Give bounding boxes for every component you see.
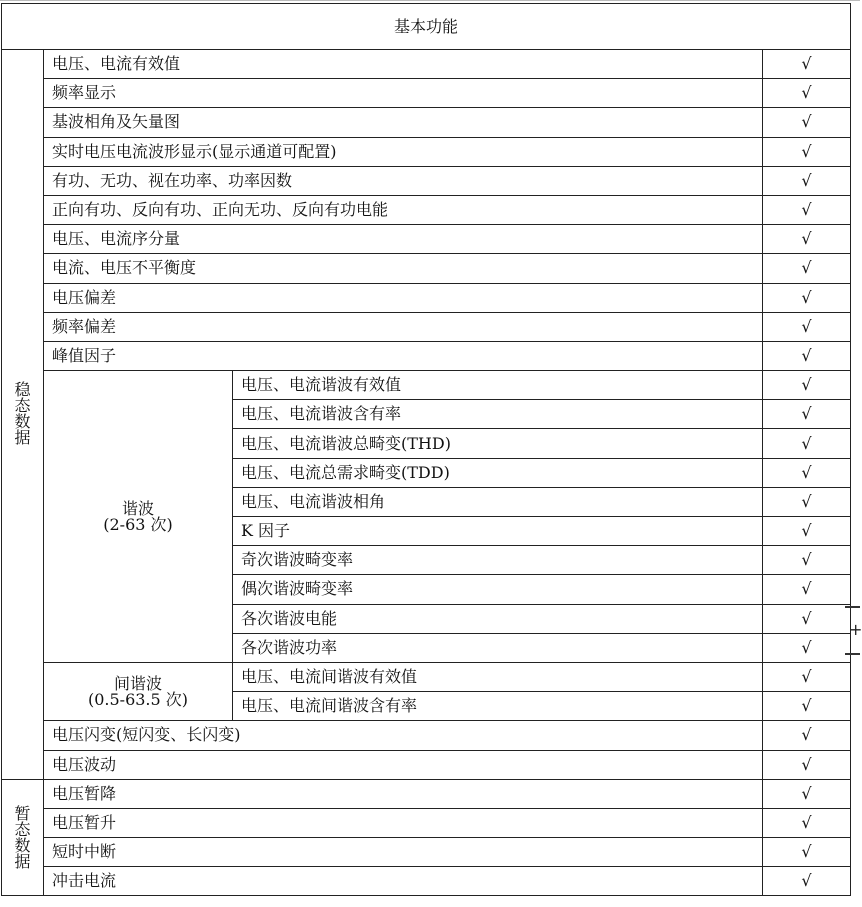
check-mark: √ bbox=[763, 137, 851, 166]
group-label-char: 据 bbox=[14, 428, 31, 448]
harmonic-item: 电压、电流谐波总畸变(THD) bbox=[233, 429, 763, 458]
function-item: 电流、电压不平衡度 bbox=[44, 254, 763, 283]
table-row bbox=[2, 838, 851, 867]
table-row bbox=[2, 662, 851, 691]
function-item: 电压、电流序分量 bbox=[44, 225, 763, 254]
group-label-char: 数 bbox=[14, 835, 31, 855]
function-item: 电压闪变(短闪变、长闪变) bbox=[44, 721, 763, 750]
check-mark: √ bbox=[763, 400, 851, 429]
function-item: 峰值因子 bbox=[44, 341, 763, 370]
check-mark: √ bbox=[763, 254, 851, 283]
check-mark: √ bbox=[763, 721, 851, 750]
table-row bbox=[2, 867, 851, 896]
group-label-char: 数 bbox=[14, 412, 31, 432]
table-row bbox=[2, 283, 851, 312]
function-item: 冲击电流 bbox=[44, 867, 763, 896]
subgroup-range: (0.5-63.5 次) bbox=[87, 689, 189, 709]
interharmonic-item: 电压、电流间谐波含有率 bbox=[233, 692, 763, 721]
check-mark: √ bbox=[763, 808, 851, 837]
table-row bbox=[2, 254, 851, 283]
check-mark: √ bbox=[763, 838, 851, 867]
harmonic-item: 各次谐波电能 bbox=[233, 604, 763, 633]
table-row bbox=[2, 341, 851, 370]
subgroup-label: 间谐波 bbox=[113, 673, 162, 693]
function-item: 有功、无功、视在功率、功率因数 bbox=[44, 166, 763, 195]
check-mark: √ bbox=[763, 225, 851, 254]
check-mark: √ bbox=[763, 108, 851, 137]
subgroup-harmonics bbox=[44, 371, 233, 663]
function-item: 频率偏差 bbox=[44, 312, 763, 341]
check-mark: √ bbox=[763, 341, 851, 370]
table-row bbox=[2, 750, 851, 779]
check-mark: √ bbox=[763, 458, 851, 487]
function-item: 基波相角及矢量图 bbox=[44, 108, 763, 137]
function-item: 短时中断 bbox=[44, 838, 763, 867]
interharmonic-item: 电压、电流间谐波有效值 bbox=[233, 662, 763, 691]
check-mark: √ bbox=[763, 750, 851, 779]
table-row bbox=[2, 137, 851, 166]
harmonic-item: 偶次谐波畸变率 bbox=[233, 575, 763, 604]
function-item: 实时电压电流波形显示(显示通道可配置) bbox=[44, 137, 763, 166]
harmonic-item: 奇次谐波畸变率 bbox=[233, 546, 763, 575]
harmonic-item: 电压、电流总需求畸变(TDD) bbox=[233, 458, 763, 487]
side-plus-mark: + bbox=[849, 620, 862, 639]
function-item: 正向有功、反向有功、正向无功、反向有功电能 bbox=[44, 195, 763, 224]
table-row bbox=[2, 225, 851, 254]
harmonic-item: 电压、电流谐波含有率 bbox=[233, 400, 763, 429]
table-row bbox=[2, 779, 851, 808]
check-mark: √ bbox=[763, 604, 851, 633]
table-row bbox=[2, 195, 851, 224]
function-item: 频率显示 bbox=[44, 79, 763, 108]
function-item: 电压波动 bbox=[44, 750, 763, 779]
check-mark: √ bbox=[763, 867, 851, 896]
group-label-transient bbox=[2, 779, 44, 896]
subgroup-interharmonics bbox=[44, 662, 233, 720]
harmonic-item: 电压、电流谐波相角 bbox=[233, 487, 763, 516]
check-mark: √ bbox=[763, 575, 851, 604]
check-mark: √ bbox=[763, 692, 851, 721]
header-row bbox=[2, 4, 851, 50]
function-table-body bbox=[2, 4, 851, 896]
group-label-steady bbox=[2, 50, 44, 780]
table-row bbox=[2, 312, 851, 341]
function-table bbox=[1, 3, 851, 896]
check-mark: √ bbox=[763, 633, 851, 662]
check-mark: √ bbox=[763, 546, 851, 575]
check-mark: √ bbox=[763, 429, 851, 458]
harmonic-item: 电压、电流谐波有效值 bbox=[233, 371, 763, 400]
table-row bbox=[2, 166, 851, 195]
check-mark: √ bbox=[763, 517, 851, 546]
group-label-char: 态 bbox=[14, 819, 31, 839]
table-row bbox=[2, 50, 851, 79]
table-title: 基本功能 bbox=[2, 4, 851, 50]
check-mark: √ bbox=[763, 166, 851, 195]
check-mark: √ bbox=[763, 50, 851, 79]
group-label-char: 态 bbox=[14, 396, 31, 416]
table-row bbox=[2, 79, 851, 108]
check-mark: √ bbox=[763, 79, 851, 108]
table-row bbox=[2, 721, 851, 750]
check-mark: √ bbox=[763, 312, 851, 341]
top-edge-line bbox=[0, 0, 860, 1]
check-mark: √ bbox=[763, 779, 851, 808]
harmonic-item: 各次谐波功率 bbox=[233, 633, 763, 662]
side-bracket-top bbox=[845, 606, 860, 608]
table-row bbox=[2, 808, 851, 837]
function-item: 电压暂升 bbox=[44, 808, 763, 837]
function-item: 电压暂降 bbox=[44, 779, 763, 808]
check-mark: √ bbox=[763, 283, 851, 312]
group-label-char: 据 bbox=[14, 851, 31, 871]
check-mark: √ bbox=[763, 371, 851, 400]
check-mark: √ bbox=[763, 662, 851, 691]
subgroup-range: (2-63 次) bbox=[103, 514, 173, 534]
group-label-char: 暂 bbox=[14, 803, 31, 823]
group-label-char: 稳 bbox=[14, 380, 31, 400]
function-item: 电压偏差 bbox=[44, 283, 763, 312]
side-bracket-bottom bbox=[845, 653, 860, 655]
check-mark: √ bbox=[763, 195, 851, 224]
table-row bbox=[2, 371, 851, 400]
function-item: 电压、电流有效值 bbox=[44, 50, 763, 79]
check-mark: √ bbox=[763, 487, 851, 516]
table-row bbox=[2, 108, 851, 137]
harmonic-item: K 因子 bbox=[233, 517, 763, 546]
subgroup-label: 谐波 bbox=[121, 498, 154, 518]
